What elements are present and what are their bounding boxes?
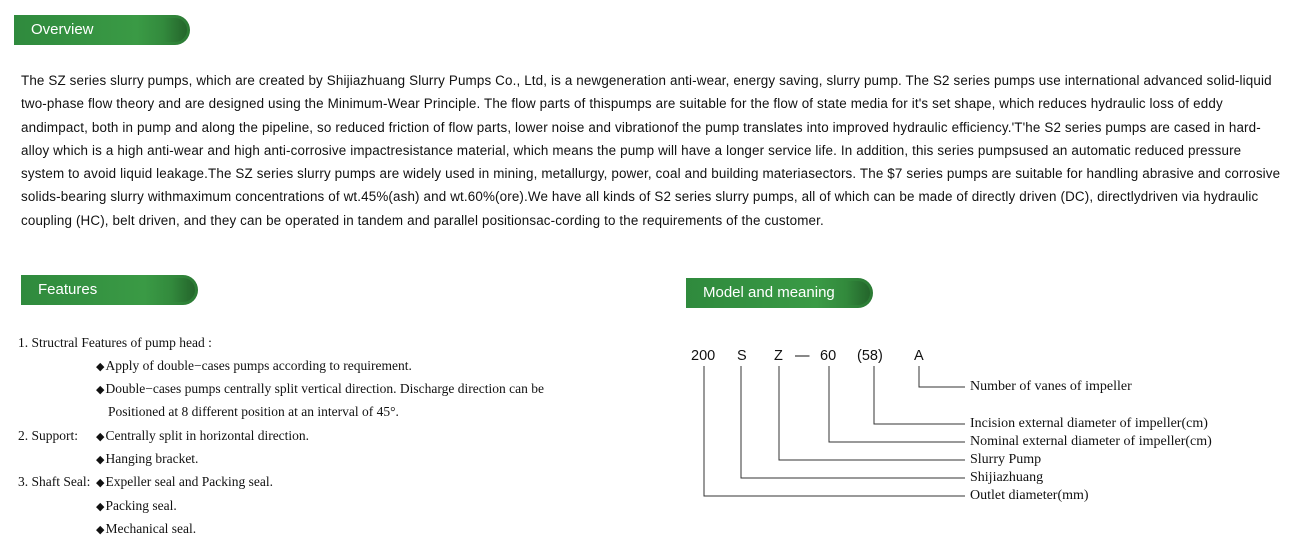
meaning-vanes: Number of vanes of impeller xyxy=(970,379,1132,394)
connector-outlet xyxy=(704,366,965,496)
connector-maker xyxy=(741,366,965,478)
code-dash: — xyxy=(795,348,810,364)
meaning-outlet: Outlet diameter(mm) xyxy=(970,488,1089,503)
feature-item: ◆Double−cases pumps centrally split vertical direction. Discharge direction can be xyxy=(96,381,544,396)
code-maker: S xyxy=(737,348,747,364)
code-nominal: 60 xyxy=(820,348,837,364)
code-vanes: A xyxy=(914,348,924,364)
diamond-bullet-icon: ◆ xyxy=(96,477,105,489)
diamond-bullet-icon: ◆ xyxy=(96,454,105,466)
support-label: 2. Support: xyxy=(18,428,79,443)
connector-nominal xyxy=(829,366,965,442)
features-heading: Features xyxy=(38,281,98,298)
feature-item: ◆Centrally split in horizontal direction. xyxy=(96,428,310,443)
feature-item: ◆Apply of double−cases pumps according to requirement. xyxy=(96,358,412,373)
code-outlet: 200 xyxy=(691,348,716,364)
feature-item-continued: Positioned at 8 different position at an interval of 45°. xyxy=(108,404,399,419)
diamond-bullet-icon: ◆ xyxy=(96,361,105,373)
diamond-bullet-icon: ◆ xyxy=(96,524,105,536)
structural-label: 1. Structral Features of pump head : xyxy=(18,335,212,350)
meaning-maker: Shijiazhuang xyxy=(970,470,1044,485)
feature-item: ◆Expeller seal and Packing seal. xyxy=(96,474,274,489)
overview-paragraph: The SZ series slurry pumps, which are created by Shijiazhuang Slurry Pumps Co., Ltd, is a newgeneration anti-wear, energy saving, slurry pump. The S2 series pumps use international advanced solid-liquid two-phase flow theory and are designed using the Minimum-Wear Principle. The flow parts of thispumps are suitable for the flow of state media for it's set shape, which reduces hydraulic loss of eddy andimpact, both in pump and along the pipeline, so reduced friction of flow parts, lower noise and vibrationof the pump translates into improved hydraulic efficiency.'T'he S2 series pumps are cased in hard-alloy which is a high anti-wear and high anti-corrosive impactresistance material, which means the pump will have a longer service life. In addition, this series pumpsused an automatic reduced pressure system to avoid liquid leakage.The SZ series slurry pumps are widely used in mining, metallurgy, power, coal and building materiasectors. The $7 series pumps are suitable for handling abrasive and corrosive solids-bearing slurry withmaximum concentrations of wt.45%(ash) and wt.60%(ore).We have all kinds of S2 series slurry pumps, all of which can be made of directly driven (DC), directlydriven via hydraulic coupling (HC), belt driven, and they can be operated in tandem and parallel positionsac-cording to the requirements of the customer. xyxy=(21,73,1281,228)
model-heading: Model and meaning xyxy=(703,284,835,301)
feature-item: ◆Mechanical seal. xyxy=(96,521,197,536)
meaning-type: Slurry Pump xyxy=(970,452,1042,467)
connector-vanes xyxy=(919,366,965,387)
connector-type xyxy=(779,366,965,460)
code-type: Z xyxy=(774,348,783,364)
feature-item: ◆Packing seal. xyxy=(96,498,177,513)
diamond-bullet-icon: ◆ xyxy=(96,384,105,396)
diamond-bullet-icon: ◆ xyxy=(96,431,105,443)
diamond-bullet-icon: ◆ xyxy=(96,501,105,513)
shaft-seal-label: 3. Shaft Seal: xyxy=(18,474,91,489)
code-incision: (58) xyxy=(857,348,883,364)
feature-item: ◆Hanging bracket. xyxy=(96,451,199,466)
overview-heading: Overview xyxy=(31,21,94,38)
meaning-nominal: Nominal external diameter of impeller(cm) xyxy=(970,434,1212,449)
meaning-incision: Incision external diameter of impeller(cm) xyxy=(970,416,1208,431)
